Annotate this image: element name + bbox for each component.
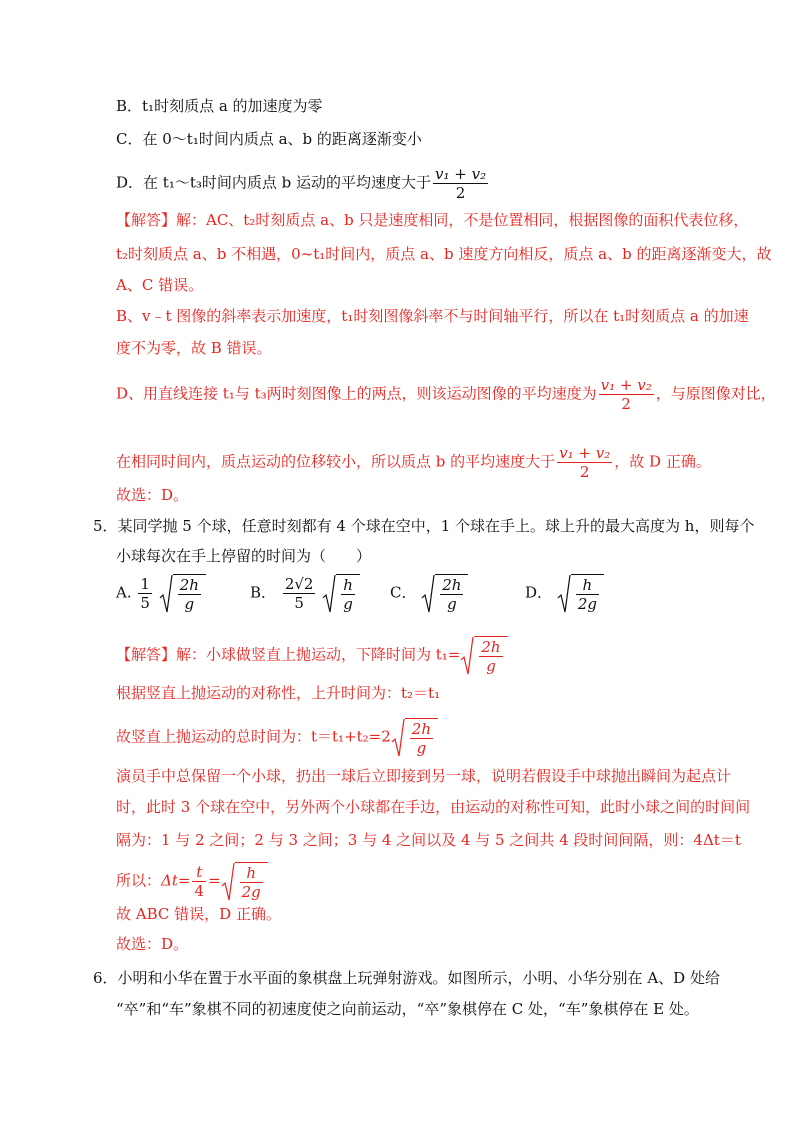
sqrt-icon: $\frac{2h}{g}$ [391, 718, 438, 757]
answer4-line1: 【解答】解：AC、t₂时刻质点 a、b 只是速度相同，不是位置相同，根据图像的面积代表位移， [116, 211, 749, 229]
fraction-v1v2: $\frac{\text{v₁ + v₂}}{2}$ [435, 165, 487, 202]
answer5-line5: 时，此时 3 个球在空中，另外两个小球都在手边，由运动的对称性可知，此时小球之间的时间间 [116, 798, 751, 816]
option-4d-text: D．在 t₁～t₃时间内质点 b 运动的平均速度大于 [116, 173, 432, 192]
answer4-line3: A、C 错误。 [116, 276, 204, 294]
answer4-line5: 度不为零，故 B 错误。 [116, 339, 272, 357]
q5-stem-line2: 小球每次在手上停留的时间为（ ） [116, 547, 372, 565]
fraction-v1v2: $\frac{\text{v₁ + v₂}}{2}$ [600, 376, 652, 413]
answer4-line7: 在相同时间内，质点运动的位移较小，所以质点 b 的平均速度大于 $\frac{\text{v₁ + v₂}}{2}$ ，故 D 正确。 [116, 444, 711, 481]
q5-option-a[interactable]: A. $\frac{1}{5}$ $\frac{2h}{g}$ [116, 574, 206, 613]
answer4-choose: 故选：D。 [116, 486, 189, 504]
answer4-line6: D、用直线连接 t₁与 t₃两时刻图像上的两点，则该运动图像的平均速度为 $\frac{\text{v₁ + v₂}}{2}$ ，与原图像对比， [116, 376, 776, 413]
q6-stem-line1: 6．小明和小华在置于水平面的象棋盘上玩弹射游戏。如图所示，小明、小华分别在 A、D 处给 [93, 969, 720, 987]
answer5-line7: 所以：Δt= $\frac{t}{4}$ = $\frac{h}{2g}$ [116, 862, 268, 901]
answer5-line1: 【解答】解：小球做竖直上抛运动，下降时间为 t₁= $\frac{2h}{g}$ [116, 636, 508, 675]
answer5-line6: 隔为：1 与 2 之间；2 与 3 之间；3 与 4 之间以及 4 与 5 之间共 4 段时间间隔，则：4Δt＝t [116, 831, 741, 849]
sqrt-icon: $\frac{2h}{g}$ [159, 574, 206, 613]
option-4b: B．t₁时刻质点 a 的加速度为零 [116, 97, 323, 115]
q5-option-b[interactable]: B． $\frac{2√2}{5}$ $\frac{h}{g}$ [250, 574, 360, 613]
sqrt-icon: $\frac{2h}{g}$ [460, 636, 507, 675]
answer5-line2: 根据竖直上抛运动的对称性，上升时间为：t₂＝t₁ [116, 684, 441, 702]
answer5-choose: 故选：D。 [116, 935, 189, 953]
option-4d [116, 165, 490, 202]
fraction-v1v2: $\frac{\text{v₁ + v₂}}{2}$ [559, 444, 611, 481]
q5-stem-line1: 5．某同学抛 5 个球，任意时刻都有 4 个球在空中，1 个球在手上。球上升的最大高度为 h，则每个 [93, 517, 755, 535]
sqrt-icon: $\frac{h}{2g}$ [221, 862, 268, 901]
answer5-line8: 故 ABC 错误，D 正确。 [116, 905, 281, 923]
sqrt-icon: $\frac{h}{2g}$ [557, 574, 604, 613]
answer4-line4: B、v﹣t 图像的斜率表示加速度，t₁时刻图像斜率不与时间轴平行，所以在 t₁时刻质点 a 的加速 [116, 307, 749, 325]
answer5-line3: 故竖直上抛运动的总时间为：t＝t₁+t₂=2 $\frac{2h}{g}$ [116, 718, 438, 757]
option-4c: C．在 0～t₁时间内质点 a、b 的距离逐渐变小 [116, 130, 422, 148]
q6-stem-line2: “卒”和“车”象棋不同的初速度使之向前运动，“卒”象棋停在 C 处，“车”象棋停在 E 处。 [116, 1000, 699, 1018]
answer4-line2: t₂时刻质点 a、b 不相遇，0~t₁时间内，质点 a、b 速度方向相反，质点 a、b 的距离逐渐变大，故 [116, 245, 772, 263]
answer5-line4: 演员手中总保留一个小球，扔出一球后立即接到另一球，说明若假设手中球抛出瞬间为起点计 [116, 767, 732, 785]
q5-option-d[interactable]: D． $\frac{h}{2g}$ [525, 574, 604, 613]
q5-option-c[interactable]: C． $\frac{2h}{g}$ [390, 574, 468, 613]
sqrt-icon: $\frac{h}{g}$ [322, 574, 360, 613]
sqrt-icon: $\frac{2h}{g}$ [421, 574, 468, 613]
